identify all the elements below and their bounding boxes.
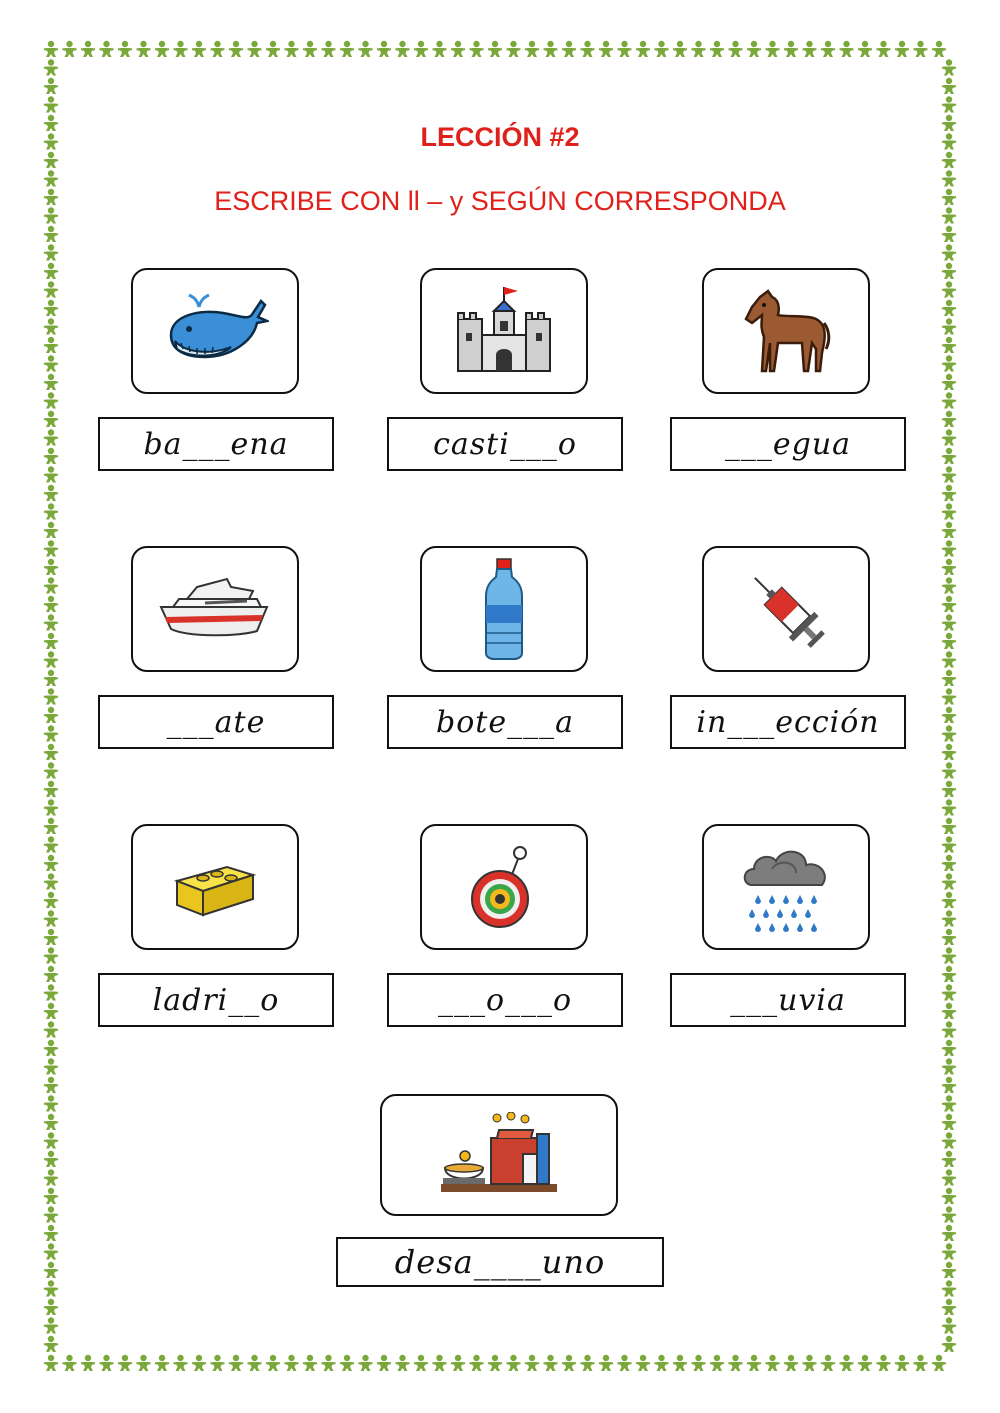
brick-icon [173,853,257,921]
word-blank-yacht[interactable] [98,695,334,749]
picture-card-syringe [702,546,870,672]
word-blank-breakfast[interactable] [336,1237,664,1287]
picture-card-breakfast [380,1094,618,1216]
word-blank-bottle[interactable] [387,695,623,749]
word-text: casti___o [433,426,577,462]
picture-card-yoyo [420,824,588,950]
word-blank-whale[interactable] [98,417,334,471]
word-blank-horse[interactable] [670,417,906,471]
castle-icon [454,283,554,379]
syringe-icon [738,561,834,657]
word-blank-brick[interactable] [98,973,334,1027]
word-text: ba___ena [143,426,289,462]
yoyo-icon [464,839,544,935]
word-blank-syringe[interactable] [670,695,906,749]
horse-icon [738,283,834,379]
word-blank-castle[interactable] [387,417,623,471]
yacht-icon [157,573,273,645]
picture-card-brick [131,824,299,950]
breakfast-icon [437,1112,561,1198]
picture-card-rain [702,824,870,950]
picture-card-whale [131,268,299,394]
word-text: desa____uno [394,1243,606,1281]
picture-card-castle [420,268,588,394]
word-text: ___uvia [730,982,846,1018]
lesson-title: LECCIÓN #2 [420,122,580,152]
water-bottle-icon [482,557,526,661]
word-blank-rain[interactable] [670,973,906,1027]
word-text: ladri__o [152,982,280,1018]
word-text: ___egua [724,426,852,462]
word-text: in___ección [696,704,880,740]
word-text: ___o___o [437,982,573,1018]
picture-card-yacht [131,546,299,672]
word-blank-yoyo[interactable] [387,973,623,1027]
whale-icon [161,291,269,371]
picture-card-horse [702,268,870,394]
picture-card-bottle [420,546,588,672]
instructions: ESCRIBE CON ll – y SEGÚN CORRESPONDA [214,186,786,216]
word-text: ___ate [166,704,266,740]
rain-cloud-icon [738,839,834,935]
word-text: bote___a [436,704,574,740]
